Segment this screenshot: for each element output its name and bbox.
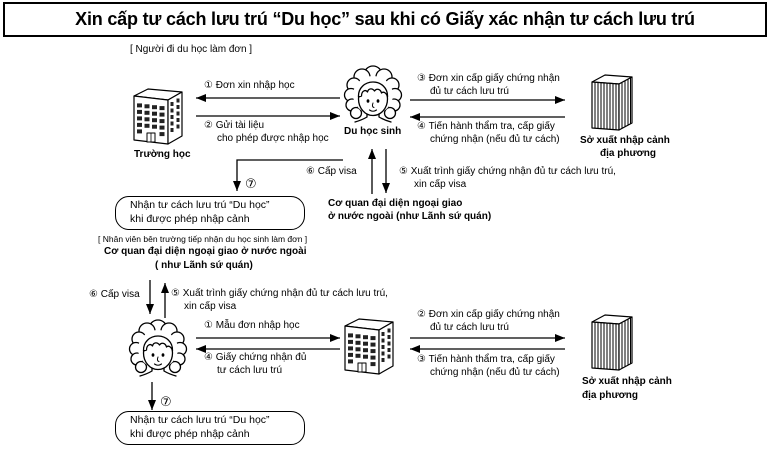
case1-step6-label: ⑥ Cấp visa: [306, 166, 357, 177]
case1-immigration-label: Sở xuất nhập cảnh: [580, 135, 670, 146]
case1-step5-label-line2: xin cấp visa: [414, 179, 467, 190]
case2-embassy-label: Cơ quan đại diện ngoại giao ở nước ngoài: [104, 246, 307, 257]
case2-immigration-label-line2: địa phương: [582, 390, 639, 401]
diagram-title: Xin cấp tư cách lưu trú “Du học” sau khi có Giấy xác nhận tư cách lưu trú: [75, 9, 695, 29]
case1-result-line1: Nhận tư cách lưu trú “Du học”: [130, 199, 270, 211]
case1-step3-label: ③ Đơn xin cấp giấy chứng nhận: [417, 73, 560, 84]
case1-embassy-label-line2: ở nước ngoài (như Lãnh sứ quán): [328, 211, 492, 222]
case2-step3-label-line2: chứng nhận (nếu đủ tư cách): [430, 367, 560, 378]
case1-step5-label: ⑤ Xuất trình giấy chứng nhận đủ tư cách lưu trú,: [399, 166, 616, 177]
school-building-icon: [345, 319, 393, 374]
case2-result-box: [115, 411, 305, 445]
school-building-icon: [134, 89, 182, 144]
case2-immigration-label: Sở xuất nhập cảnh: [582, 376, 672, 387]
student-face-icon: [345, 66, 402, 122]
case2-step3-label: ③ Tiến hành thẩm tra, cấp giấy: [417, 354, 555, 365]
case2-step7-marker: ⑦: [160, 395, 172, 410]
case1-result-line2: khi được phép nhập cảnh: [130, 213, 250, 225]
case2-heading: [ Nhân viên bên trường tiếp nhận du học sinh làm đơn ]: [98, 234, 308, 244]
case1-step2-label: ② Gửi tài liệu: [204, 120, 265, 131]
case2-step4-label: ④ Giấy chứng nhận đủ: [204, 352, 307, 363]
immigration-office-icon: [592, 75, 632, 130]
immigration-office-icon: [592, 315, 632, 370]
case2-step5-label-line2: xin cấp visa: [184, 301, 237, 312]
case2-embassy-label-line2: ( như Lãnh sứ quán): [155, 260, 253, 271]
case1-immigration-label-line2: địa phương: [600, 148, 657, 159]
student-label: Du học sinh: [344, 126, 402, 137]
case2-result-line2: khi được phép nhập cảnh: [130, 428, 250, 440]
case1-step1-label: ① Đơn xin nhập học: [204, 80, 295, 91]
case2-result-line1: Nhận tư cách lưu trú “Du học”: [130, 414, 270, 426]
case2-step5-label: ⑤ Xuất trình giấy chứng nhận đủ tư cách lưu trú,: [171, 288, 388, 299]
case2-step2-label: ② Đơn xin cấp giấy chứng nhận: [417, 309, 560, 320]
case1-step7-marker: ⑦: [245, 177, 257, 192]
case2-step1-label: ① Mẫu đơn nhập học: [204, 320, 300, 331]
case1-step3-label-line2: đủ tư cách lưu trú: [430, 86, 509, 97]
title-box: [3, 2, 767, 37]
case2-step4-label-line2: tư cách lưu trú: [217, 365, 283, 376]
school-label: Trường học: [134, 149, 191, 160]
case2-step2-label-line2: đủ tư cách lưu trú: [430, 322, 509, 333]
case1-embassy-label: Cơ quan đại diện ngoại giao: [328, 198, 463, 209]
case2-step6-label: ⑥ Cấp visa: [89, 289, 140, 300]
case1-result-box: [115, 196, 305, 230]
case1-step2-label-line2: cho phép được nhập học: [217, 133, 329, 144]
case1-step4-label-line2: chứng nhận (nếu đủ tư cách): [430, 134, 560, 145]
case1-heading: [ Người đi du học làm đơn ]: [130, 44, 253, 55]
case1-step4-label: ④ Tiến hành thẩm tra, cấp giấy: [417, 121, 555, 132]
student-face-icon: [130, 320, 187, 376]
